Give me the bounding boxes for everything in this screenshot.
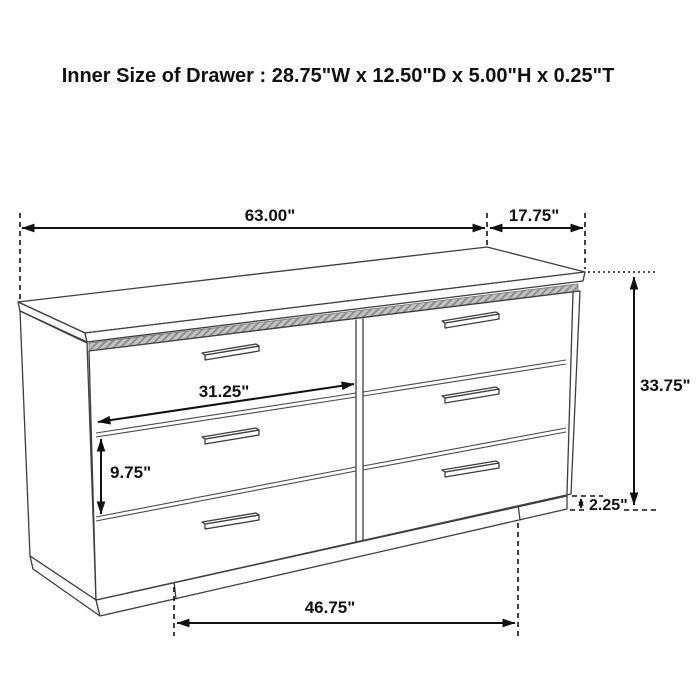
base-width-label: 46.75" (304, 598, 356, 617)
dresser-drawing (18, 247, 585, 616)
overall-height-label: 33.75" (640, 376, 691, 395)
overall-width-label: 63.00" (244, 206, 296, 225)
inner-drawer-size-title: Inner Size of Drawer : 28.75"W x 12.50"D x 5.00"H x 0.25"T (61, 65, 615, 87)
drawer-width-label: 31.25" (198, 382, 250, 401)
base-height-label: 2.25" (589, 497, 628, 514)
top-depth-label: 17.75" (508, 206, 560, 225)
drawer-height-label: 9.75" (110, 463, 152, 482)
